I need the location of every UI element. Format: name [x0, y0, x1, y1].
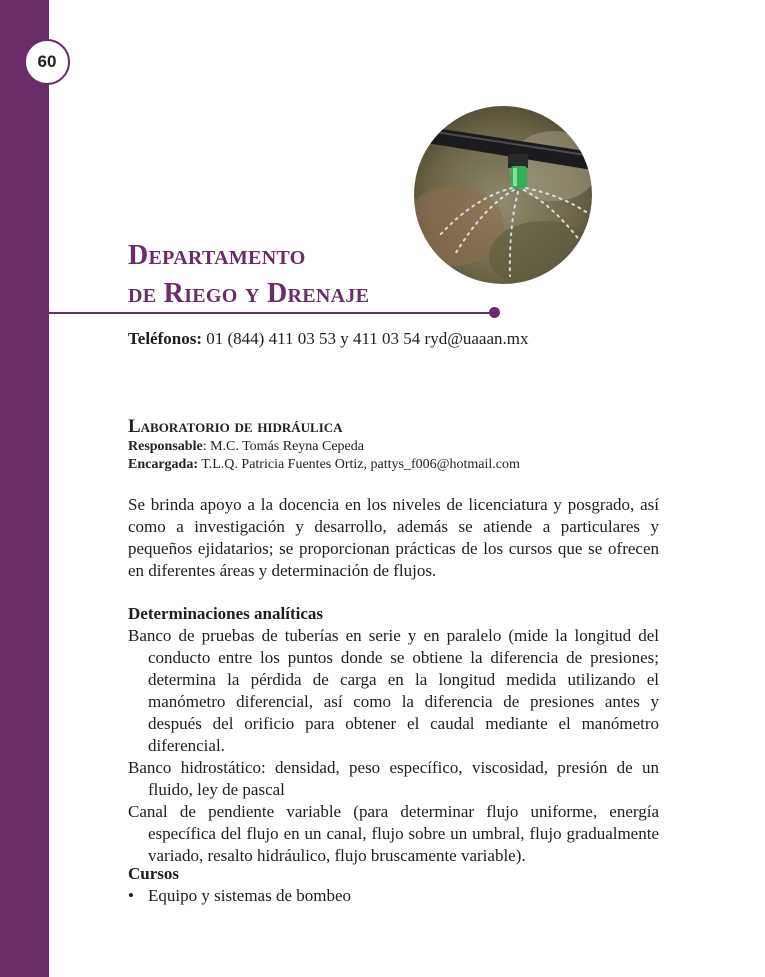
courses-heading: Cursos: [128, 864, 180, 883]
sidebar-band: [0, 0, 49, 977]
department-title: [128, 237, 369, 313]
determination-item: Canal de pendiente variable (para determinar flujo uniforme, energía específica del flujo en un canal, flujo sobre un umbral, flujo gradualmente variado, resalto hidráulico, flujo bruscamente variable).: [128, 802, 659, 865]
encargada-value: T.L.Q. Patricia Fuentes Ortiz, pattys_f006@hotmail.com: [198, 457, 520, 472]
department-title-line2: de Riego y Drenaje: [128, 278, 370, 309]
title-rule: [49, 312, 493, 314]
phones-label: Teléfonos:: [128, 329, 202, 348]
determination-item: Banco de pruebas de tuberías en serie y en paralelo (mide la longitud del conducto entre los puntos donde se obtiene la diferencia de presiones; determina la pérdida de carga en la longitud medida utilizando el manómetro diferencial, así como la diferencia de presiones antes y después del orificio para obtener el caudal mediante el manómetro diferencial.: [128, 626, 659, 755]
sprinkler-photo: [414, 106, 592, 284]
lab-block: [128, 416, 668, 474]
phones-value: 01 (844) 411 03 53 y 411 03 54 ryd@uaaan.mx: [206, 329, 529, 348]
lab-title: Laboratorio de hidráulica: [128, 416, 343, 437]
lab-encargada: [128, 456, 668, 474]
responsable-label: Responsable: [128, 439, 203, 454]
page-number: 60: [24, 39, 70, 85]
course-item: [128, 885, 351, 907]
title-rule-dot: [489, 307, 500, 318]
determinations-heading: Determinaciones analíticas: [128, 604, 323, 623]
department-title-line1: Departamento: [128, 240, 306, 271]
bullet-icon: •: [128, 886, 134, 905]
determination-item: Banco hidrostático: densidad, peso específico, viscosidad, presión de un fluido, ley de pascal: [128, 758, 659, 799]
phones-line: [128, 329, 529, 349]
responsable-value: : M.C. Tomás Reyna Cepeda: [202, 439, 364, 454]
lab-responsable: [128, 438, 668, 456]
courses-list: [128, 885, 351, 907]
description-paragraph: Se brinda apoyo a la docencia en los niveles de licenciatura y posgrado, así como a investigación y desarrollo, además se atiende a particulares y pequeños ejidatarios; se proporcionan prácticas de los cursos que se ofrecen en diferentes áreas y determinación de flujos.: [128, 495, 659, 580]
determinations-list: [128, 625, 659, 867]
encargada-label: Encargada:: [128, 457, 198, 472]
course-label: Equipo y sistemas de bombeo: [148, 886, 352, 905]
